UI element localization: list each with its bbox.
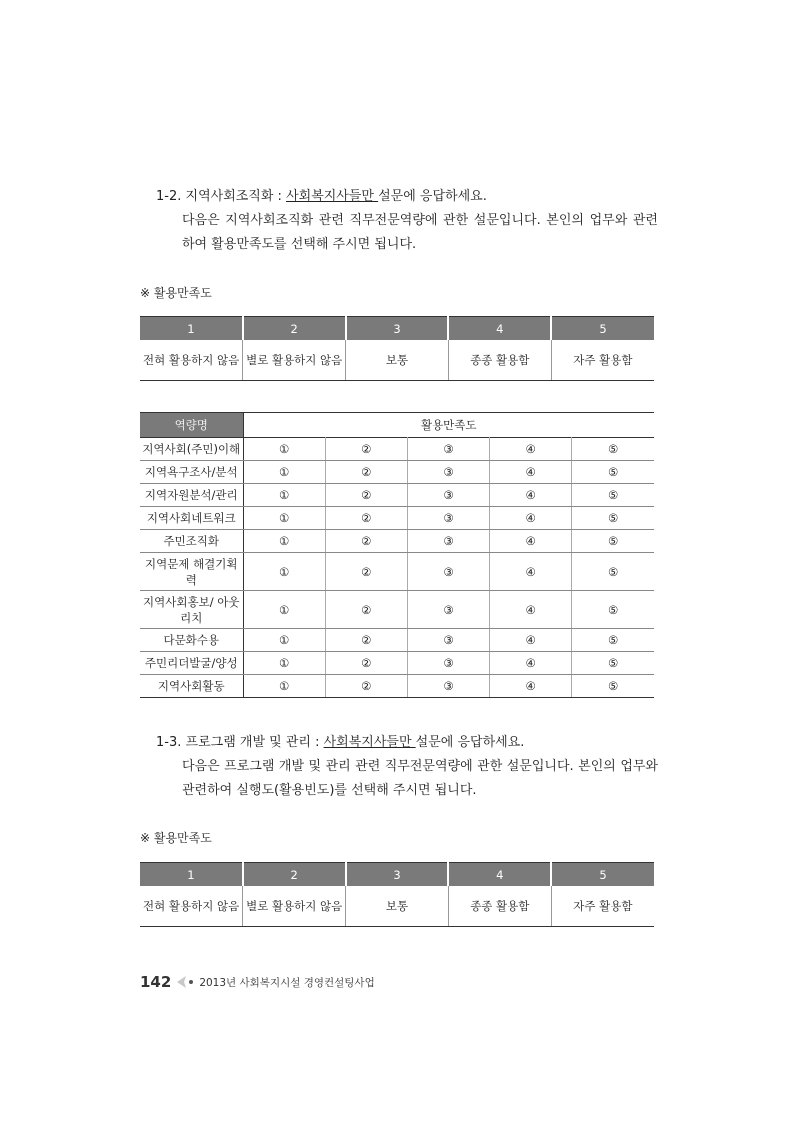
scale-label: 별로 활용하지 않음 xyxy=(243,340,346,381)
rating-option-2[interactable]: ② xyxy=(325,484,407,507)
rating-option-1[interactable]: ① xyxy=(243,530,325,553)
table-row xyxy=(140,553,654,591)
competency-name: 지역사회활동 xyxy=(140,675,243,698)
rating-option-4[interactable]: ④ xyxy=(490,652,572,675)
rating-option-3[interactable]: ③ xyxy=(407,675,489,698)
scale-header: 4 xyxy=(448,317,551,341)
competency-name-header: 역량명 xyxy=(140,413,243,438)
scale-table-2 xyxy=(140,862,654,927)
scale-header: 3 xyxy=(346,863,449,887)
rating-option-2[interactable]: ② xyxy=(325,675,407,698)
rating-option-3[interactable]: ③ xyxy=(407,652,489,675)
section-1-3-body: 다음은 프로그램 개발 및 관리 관련 직무전문역량에 관한 설문입니다. 본인의 업무와 관련하여 실행도(활용빈도)를 선택해 주시면 됩니다. xyxy=(182,759,658,798)
publication-title: 2013년 사회복지시설 경영컨설팅사업 xyxy=(199,976,375,989)
rating-option-2[interactable]: ② xyxy=(325,438,407,461)
competency-name: 지역욕구조사/분석 xyxy=(140,461,243,484)
scale-label: 자주 활용함 xyxy=(551,886,654,927)
rating-option-1[interactable]: ① xyxy=(243,629,325,652)
scale-note-2: ※ 활용만족도 xyxy=(140,831,212,845)
rating-option-3[interactable]: ③ xyxy=(407,438,489,461)
rating-option-5[interactable]: ⑤ xyxy=(572,652,654,675)
competency-name: 다문화수용 xyxy=(140,629,243,652)
scale-header: 5 xyxy=(551,317,654,341)
table-row xyxy=(140,507,654,530)
table-row xyxy=(140,530,654,553)
rating-option-1[interactable]: ① xyxy=(243,675,325,698)
scale-header: 4 xyxy=(448,863,551,887)
rating-option-5[interactable]: ⑤ xyxy=(572,591,654,629)
rating-option-1[interactable]: ① xyxy=(243,591,325,629)
rating-option-4[interactable]: ④ xyxy=(490,484,572,507)
competency-name: 지역사회(주민)이해 xyxy=(140,438,243,461)
rating-option-5[interactable]: ⑤ xyxy=(572,553,654,591)
rating-option-4[interactable]: ④ xyxy=(490,507,572,530)
section-1-2-heading xyxy=(156,185,487,209)
section-target-underlined: 사회복지사들만 xyxy=(286,189,379,204)
section-number: 1-2. xyxy=(156,189,182,204)
rating-option-4[interactable]: ④ xyxy=(490,530,572,553)
scale-label: 전혀 활용하지 않음 xyxy=(140,886,243,927)
page-footer xyxy=(140,973,375,991)
section-1-3-heading xyxy=(156,731,524,755)
rating-option-2[interactable]: ② xyxy=(325,553,407,591)
table-row xyxy=(140,591,654,629)
rating-option-1[interactable]: ① xyxy=(243,484,325,507)
competency-name: 지역자원분석/관리 xyxy=(140,484,243,507)
scale-label: 보통 xyxy=(346,340,449,381)
rating-option-1[interactable]: ① xyxy=(243,652,325,675)
section-title: 프로그램 개발 및 관리 : xyxy=(185,735,324,750)
rating-option-1[interactable]: ① xyxy=(243,438,325,461)
rating-option-3[interactable]: ③ xyxy=(407,629,489,652)
table-row xyxy=(140,629,654,652)
section-instruction: 설문에 응답하세요. xyxy=(415,735,525,750)
competency-name: 주민리더발굴/양성 xyxy=(140,652,243,675)
satisfaction-header: 활용만족도 xyxy=(243,413,654,438)
rating-option-3[interactable]: ③ xyxy=(407,553,489,591)
rating-option-5[interactable]: ⑤ xyxy=(572,530,654,553)
rating-option-2[interactable]: ② xyxy=(325,507,407,530)
rating-option-2[interactable]: ② xyxy=(325,530,407,553)
scale-label: 종종 활용함 xyxy=(448,340,551,381)
rating-option-5[interactable]: ⑤ xyxy=(572,484,654,507)
rating-option-2[interactable]: ② xyxy=(325,652,407,675)
competency-name: 주민조직화 xyxy=(140,530,243,553)
scale-label: 보통 xyxy=(346,886,449,927)
rating-option-4[interactable]: ④ xyxy=(490,438,572,461)
scale-note-1: ※ 활용만족도 xyxy=(140,286,212,300)
rating-option-1[interactable]: ① xyxy=(243,553,325,591)
scale-label: 전혀 활용하지 않음 xyxy=(140,340,243,381)
scale-header: 2 xyxy=(243,863,346,887)
section-number: 1-3. xyxy=(156,735,182,750)
table-row xyxy=(140,652,654,675)
rating-option-5[interactable]: ⑤ xyxy=(572,629,654,652)
rating-option-4[interactable]: ④ xyxy=(490,461,572,484)
table-row xyxy=(140,461,654,484)
rating-option-5[interactable]: ⑤ xyxy=(572,675,654,698)
chevron-left-icon xyxy=(177,976,195,988)
scale-label: 별로 활용하지 않음 xyxy=(243,886,346,927)
table-row xyxy=(140,484,654,507)
scale-table-1 xyxy=(140,316,654,381)
scale-header: 1 xyxy=(140,317,243,341)
rating-option-3[interactable]: ③ xyxy=(407,484,489,507)
rating-option-2[interactable]: ② xyxy=(325,461,407,484)
rating-option-1[interactable]: ① xyxy=(243,461,325,484)
scale-header: 3 xyxy=(346,317,449,341)
rating-option-5[interactable]: ⑤ xyxy=(572,507,654,530)
rating-option-5[interactable]: ⑤ xyxy=(572,438,654,461)
rating-option-2[interactable]: ② xyxy=(325,629,407,652)
competency-name: 지역문제 해결기획력 xyxy=(140,553,243,591)
rating-option-1[interactable]: ① xyxy=(243,507,325,530)
section-instruction: 설문에 응답하세요. xyxy=(378,189,487,204)
page-number: 142 xyxy=(140,973,172,991)
competency-name: 지역사회홍보/ 아웃리치 xyxy=(140,591,243,629)
rating-option-4[interactable]: ④ xyxy=(490,591,572,629)
rating-option-4[interactable]: ④ xyxy=(490,553,572,591)
rating-option-3[interactable]: ③ xyxy=(407,591,489,629)
section-1-2-body: 다음은 지역사회조직화 관련 직무전문역량에 관한 설문입니다. 본인의 업무와 관련하여 활용만족도를 선택해 주시면 됩니다. xyxy=(182,213,658,252)
scale-label: 종종 활용함 xyxy=(448,886,551,927)
rating-option-4[interactable]: ④ xyxy=(490,675,572,698)
rating-option-2[interactable]: ② xyxy=(325,591,407,629)
table-row xyxy=(140,675,654,698)
scale-label: 자주 활용함 xyxy=(551,340,654,381)
section-title: 지역사회조직화 : xyxy=(185,189,287,204)
table-row xyxy=(140,438,654,461)
scale-header: 1 xyxy=(140,863,243,887)
rating-option-3[interactable]: ③ xyxy=(407,507,489,530)
rating-option-3[interactable]: ③ xyxy=(407,530,489,553)
rating-option-5[interactable]: ⑤ xyxy=(572,461,654,484)
competency-name: 지역사회네트워크 xyxy=(140,507,243,530)
rating-option-4[interactable]: ④ xyxy=(490,629,572,652)
scale-header: 5 xyxy=(551,863,654,887)
section-target-underlined: 사회복지사들만 xyxy=(323,735,416,750)
rating-option-3[interactable]: ③ xyxy=(407,461,489,484)
scale-header: 2 xyxy=(243,317,346,341)
competency-rating-table xyxy=(140,412,654,698)
